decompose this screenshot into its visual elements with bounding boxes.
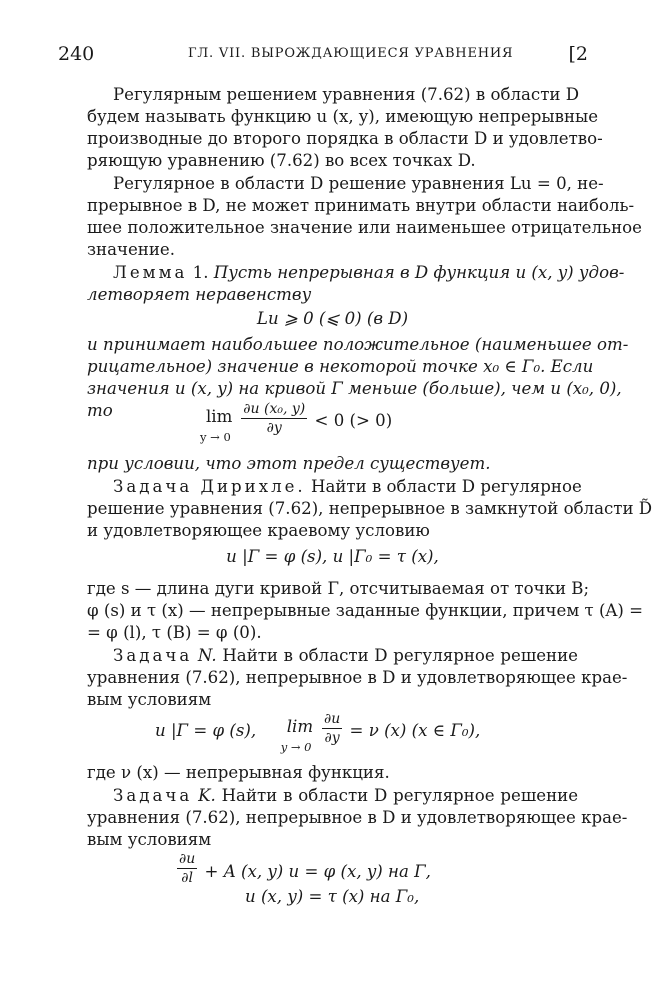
problemN-fraction <box>322 710 342 747</box>
problemK-equation1 <box>175 851 495 887</box>
dirichlet-line1 <box>113 476 582 498</box>
dirichlet-line4: где s — длина дуги кривой Γ, отсчитываемая от точки B; <box>87 579 590 598</box>
problemN-line4: где ν (x) — непрерывная функция. <box>87 763 390 782</box>
lemma-line6: при условии, что этот предел существует. <box>87 454 491 473</box>
derivative-denominator: ∂y <box>266 420 282 436</box>
problemN-line3: вым условиям <box>87 690 212 709</box>
limit-subscript: y → 0 <box>200 430 231 444</box>
problemN-limit-subscript: y → 0 <box>280 740 312 754</box>
problemN-line2: уравнения (7.62), непрерывное в D и удовлетворяющее крае- <box>87 668 628 687</box>
problemN-limit-operator <box>280 716 315 754</box>
dirichlet-line5: φ (s) и τ (x) — непрерывные заданные функции, причем τ (A) = <box>87 601 644 620</box>
dirichlet-line2: решение уравнения (7.62), непрерывное в замкнутой области D̃ <box>87 499 652 518</box>
problemN-line1-text: Найти в области D регулярное решение <box>222 646 578 665</box>
lemma-then: то <box>87 401 113 420</box>
problemK-line1 <box>113 785 578 807</box>
section-mark: [2 <box>568 43 588 65</box>
lemma-number: 1. <box>192 263 209 282</box>
limit-word: lim <box>206 407 233 426</box>
page-number: 240 <box>58 43 95 65</box>
limit-rhs: < 0 (> 0) <box>314 411 393 430</box>
problemK-line2: уравнения (7.62), непрерывное в D и удовлетворяющее крае- <box>87 808 628 827</box>
problemN-letter: N. <box>197 646 217 665</box>
problemK-equation2: u (x, y) = τ (x) на Γ₀, <box>245 887 420 906</box>
para1-line2: будем называть функцию u (x, y), имеющую непрерывные <box>87 107 599 126</box>
lemma-inequality: Lu ⩾ 0 (⩽ 0) (в D) <box>256 309 409 328</box>
problemK-letter: K. <box>198 786 216 805</box>
lemma-line5: значения u (x, y) на кривой Γ меньше (больше), чем u (x₀, 0), <box>87 379 622 398</box>
lemma-line3: и принимает наибольшее положительное (наименьшее от- <box>87 335 629 354</box>
dirichlet-line6: = φ (l), τ (B) = φ (0). <box>87 623 262 642</box>
para2-line1: Регулярное в области D решение уравнения Lu = 0, не- <box>113 174 604 193</box>
problemN-line1 <box>113 645 578 667</box>
dirichlet-label: Задача Дирихле. <box>113 477 306 496</box>
dirichlet-line3: и удовлетворяющее краевому условию <box>87 521 430 540</box>
problemN-condition <box>155 711 555 754</box>
dirichlet-line1-text: Найти в области D регулярное <box>311 477 582 496</box>
derivative-fraction <box>241 400 307 437</box>
problemN-label: Задача <box>113 646 193 665</box>
lemma-line1-text: Пусть непрерывная в D функция u (x, y) удов- <box>213 263 625 282</box>
lemma-limit-formula <box>200 401 460 444</box>
problemN-cond-right: = ν (x) (x ∈ Γ₀), <box>349 721 481 740</box>
problemK-line1-text: Найти в области D регулярное решение <box>221 786 579 805</box>
lemma-label: Лемма <box>113 263 188 282</box>
para2-line4: значение. <box>87 240 176 259</box>
para1-line3: производные до второго порядка в области D и удовлетво- <box>87 129 603 148</box>
para1-line4: ряющую уравнению (7.62) во всех точках D. <box>87 151 476 170</box>
problemN-numerator: ∂u <box>324 711 341 727</box>
lemma-line1 <box>113 262 625 284</box>
para1-line1: Регулярным решением уравнения (7.62) в области D <box>113 85 580 104</box>
problemN-limit-word: lim <box>286 717 314 736</box>
running-head: ГЛ. VII. ВЫРОЖДАЮЩИЕСЯ УРАВНЕНИЯ <box>188 46 514 61</box>
lemma-line2: летворяет неравенству <box>87 285 312 304</box>
para2-line2: прерывное в D, не может принимать внутри области наиболь- <box>87 196 635 215</box>
lemma-line4: рицательное) значение в некоторой точке x₀ ∈ Γ₀. Если <box>87 357 594 376</box>
derivative-numerator: ∂u (x₀, y) <box>243 401 306 417</box>
problemN-cond-left: u |Γ = φ (s), <box>155 721 257 740</box>
problemK-fraction <box>177 850 197 887</box>
problemK-eq1-rest: + A (x, y) u = φ (x, y) на Γ, <box>204 862 431 881</box>
dirichlet-condition: u |Γ = φ (s), u |Γ₀ = τ (x), <box>226 547 439 566</box>
problemK-label: Задача <box>113 786 193 805</box>
page-header <box>58 43 588 67</box>
problemN-denominator: ∂y <box>324 730 340 746</box>
para2-line3: шее положительное значение или наименьшее отрицательное <box>87 218 642 237</box>
problemK-line3: вым условиям <box>87 830 212 849</box>
problemK-denominator: ∂l <box>181 870 193 886</box>
problemK-numerator: ∂u <box>179 851 196 867</box>
limit-operator <box>200 406 234 444</box>
